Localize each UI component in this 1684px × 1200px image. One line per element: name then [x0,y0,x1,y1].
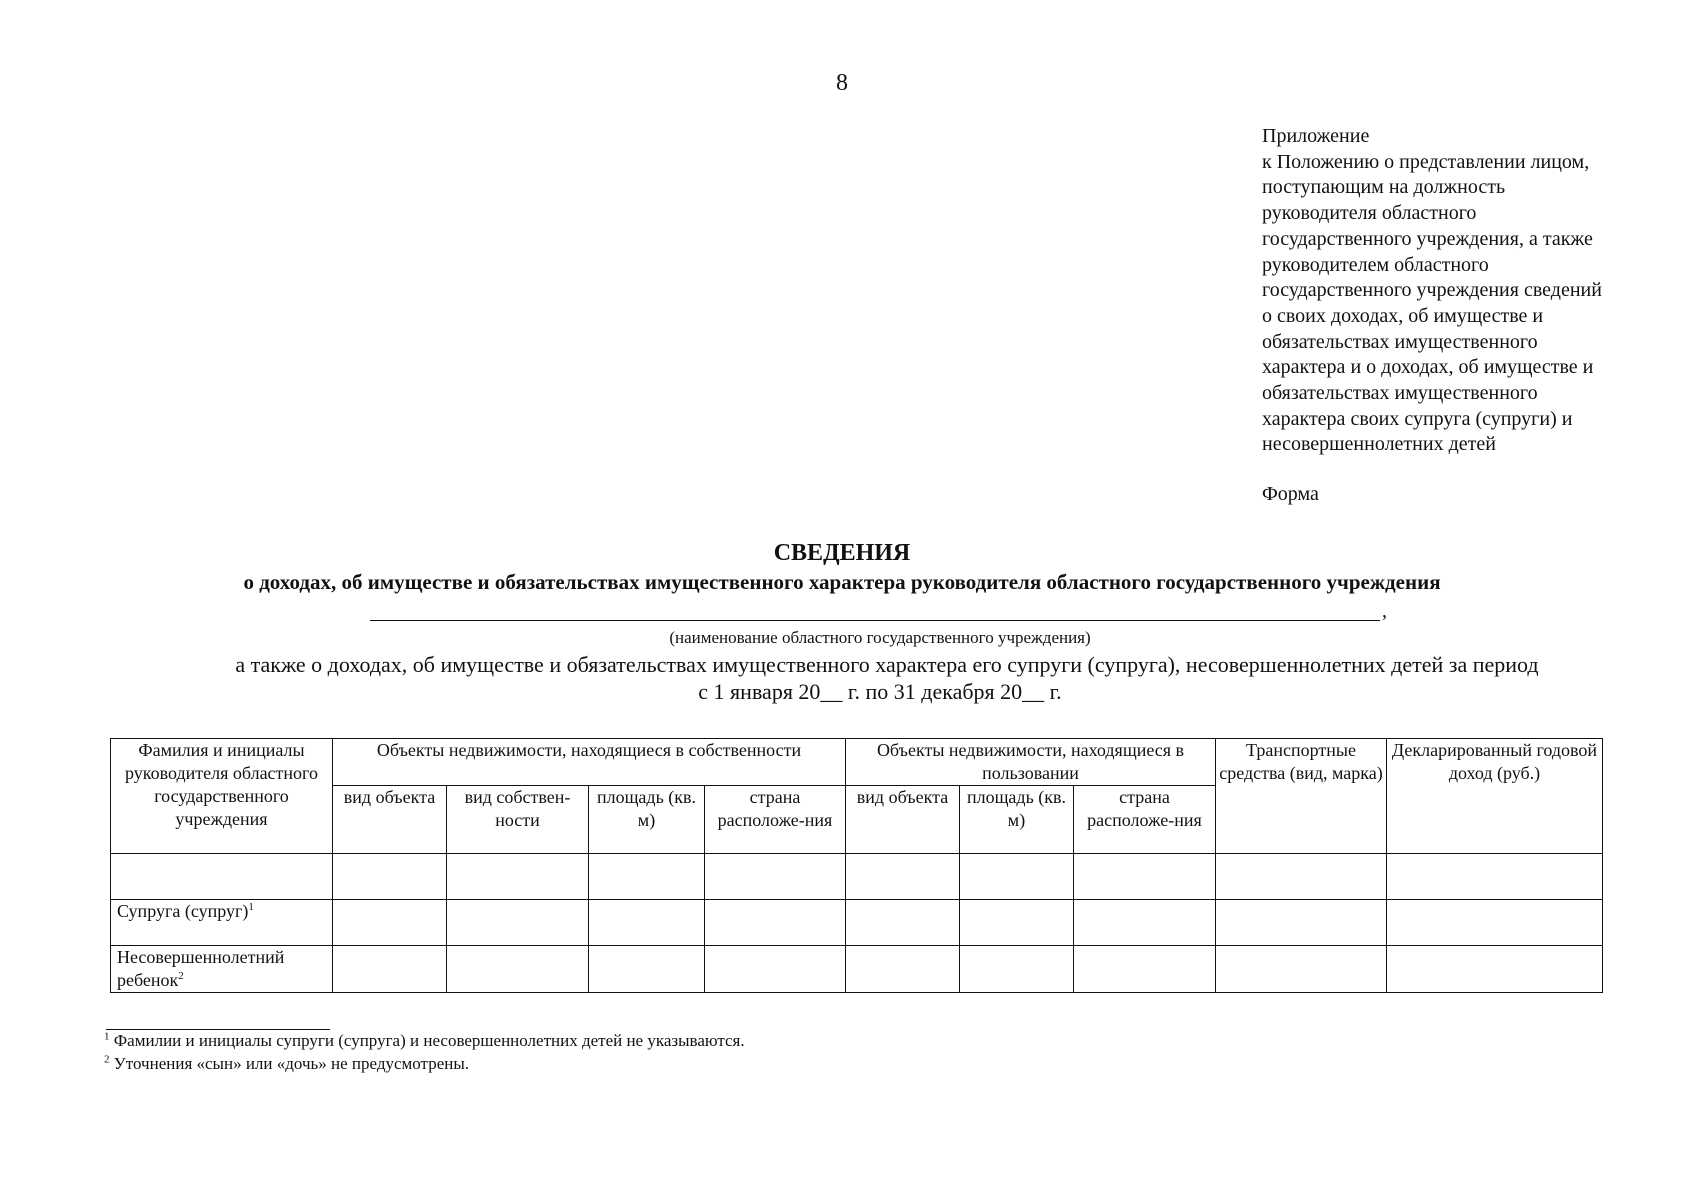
table-cell[interactable] [1387,854,1603,900]
table-cell[interactable] [1387,946,1603,993]
header-owned-country: страна расположе-ния [705,786,846,854]
table-cell[interactable] [846,854,960,900]
table-cell[interactable] [589,900,705,946]
footnote-divider [106,1029,330,1030]
table-row [111,854,1603,900]
table-cell[interactable] [1074,946,1216,993]
table-cell[interactable] [589,854,705,900]
header-used-area: площадь (кв. м) [960,786,1074,854]
table-cell[interactable] [447,946,589,993]
page-number: 8 [836,70,848,96]
header-owned-property: Объекты недвижимости, находящиеся в собственности [333,739,846,786]
header-owned-area: площадь (кв. м) [589,786,705,854]
table-cell[interactable] [333,900,447,946]
table-cell[interactable] [333,854,447,900]
table-cell[interactable] [1216,854,1387,900]
appendix-line: Приложение [1262,125,1370,147]
period-text: а также о доходах, об имуществе и обязательствах имущественного характера его супруги (супруга), несовершеннолетних детей за период [235,652,1539,677]
appendix-line: несовершеннолетних детей [1262,433,1496,456]
table-cell[interactable] [1074,900,1216,946]
header-used-country: страна расположе-ния [1074,786,1216,854]
header-owned-object-type: вид объекта [333,786,447,854]
header-income: Декларированный годовой доход (руб.) [1387,739,1603,854]
table-row [111,946,1603,993]
header-transport: Транспортные средства (вид, марка) [1216,739,1387,854]
row-label-child [111,946,333,993]
table-cell[interactable] [1387,900,1603,946]
appendix-line: к Положению о представлении лицом, [1262,150,1590,173]
table-cell[interactable] [589,946,705,993]
table-cell[interactable] [333,946,447,993]
table-cell[interactable] [447,854,589,900]
table-cell[interactable] [960,900,1074,946]
row-label-head[interactable] [111,854,333,900]
institution-name-field[interactable] [370,620,1380,621]
appendix-block [1262,124,1682,458]
row-label-text: Супруга (супруг) [117,901,249,921]
table-cell[interactable] [705,854,846,900]
institution-name-comma: , [1382,600,1387,622]
table-cell[interactable] [960,854,1074,900]
appendix-line: руководителя областного [1262,202,1477,225]
header-used-property: Объекты недвижимости, находящиеся в пользовании [846,739,1216,786]
appendix-line: характера и о доходах, об имуществе и [1262,356,1594,379]
header-name-column: Фамилия и инициалы руководителя областного государственного учреждения [111,739,333,854]
form-label: Форма [1262,483,1319,505]
document-title: СВЕДЕНИЯ [773,540,911,566]
table-cell[interactable] [705,946,846,993]
footnote-1 [104,1031,745,1051]
row-label-spouse [111,900,333,946]
footnote-mark: 1 [104,1030,110,1043]
appendix-line: поступающим на должность [1262,176,1506,199]
footnote-mark: 2 [104,1053,110,1066]
table-cell[interactable] [1216,946,1387,993]
appendix-line: обязательствах имущественного [1262,330,1538,353]
table-cell[interactable] [960,946,1074,993]
appendix-line: руководителем областного [1262,253,1489,276]
header-used-object-type: вид объекта [846,786,960,854]
row-label-text: Несовершеннолетний ребенок [117,947,285,990]
footnote-ref: 2 [178,970,184,982]
appendix-line: обязательствах имущественного [1262,382,1538,405]
period-dates: с 1 января 20__ г. по 31 декабря 20__ г. [698,679,1062,704]
footnote-text: Фамилии и инициалы супруги (супруга) и несовершеннолетних детей не указываются. [113,1031,745,1050]
footnote-ref: 1 [248,901,254,913]
footnote-text: Уточнения «сын» или «дочь» не предусмотрены. [113,1054,470,1073]
income-form-table [110,738,1603,993]
table-cell[interactable] [705,900,846,946]
institution-name-caption: (наименование областного государственного учреждения) [669,628,1091,647]
header-owned-ownership-type: вид собствен-ности [447,786,589,854]
table-cell[interactable] [447,900,589,946]
table-cell[interactable] [846,900,960,946]
footnote-2 [104,1054,469,1074]
appendix-line: характера своих супруга (супруги) и [1262,407,1573,430]
appendix-line: государственного учреждения, а также [1262,227,1593,250]
appendix-line: о своих доходах, об имуществе и [1262,304,1544,327]
document-subtitle: о доходах, об имуществе и обязательствах имущественного характера руководителя областного государственного учреждения [243,570,1441,594]
table-row [111,900,1603,946]
table-cell[interactable] [1216,900,1387,946]
table-cell[interactable] [846,946,960,993]
appendix-line: государственного учреждения сведений [1262,279,1602,302]
table-cell[interactable] [1074,854,1216,900]
